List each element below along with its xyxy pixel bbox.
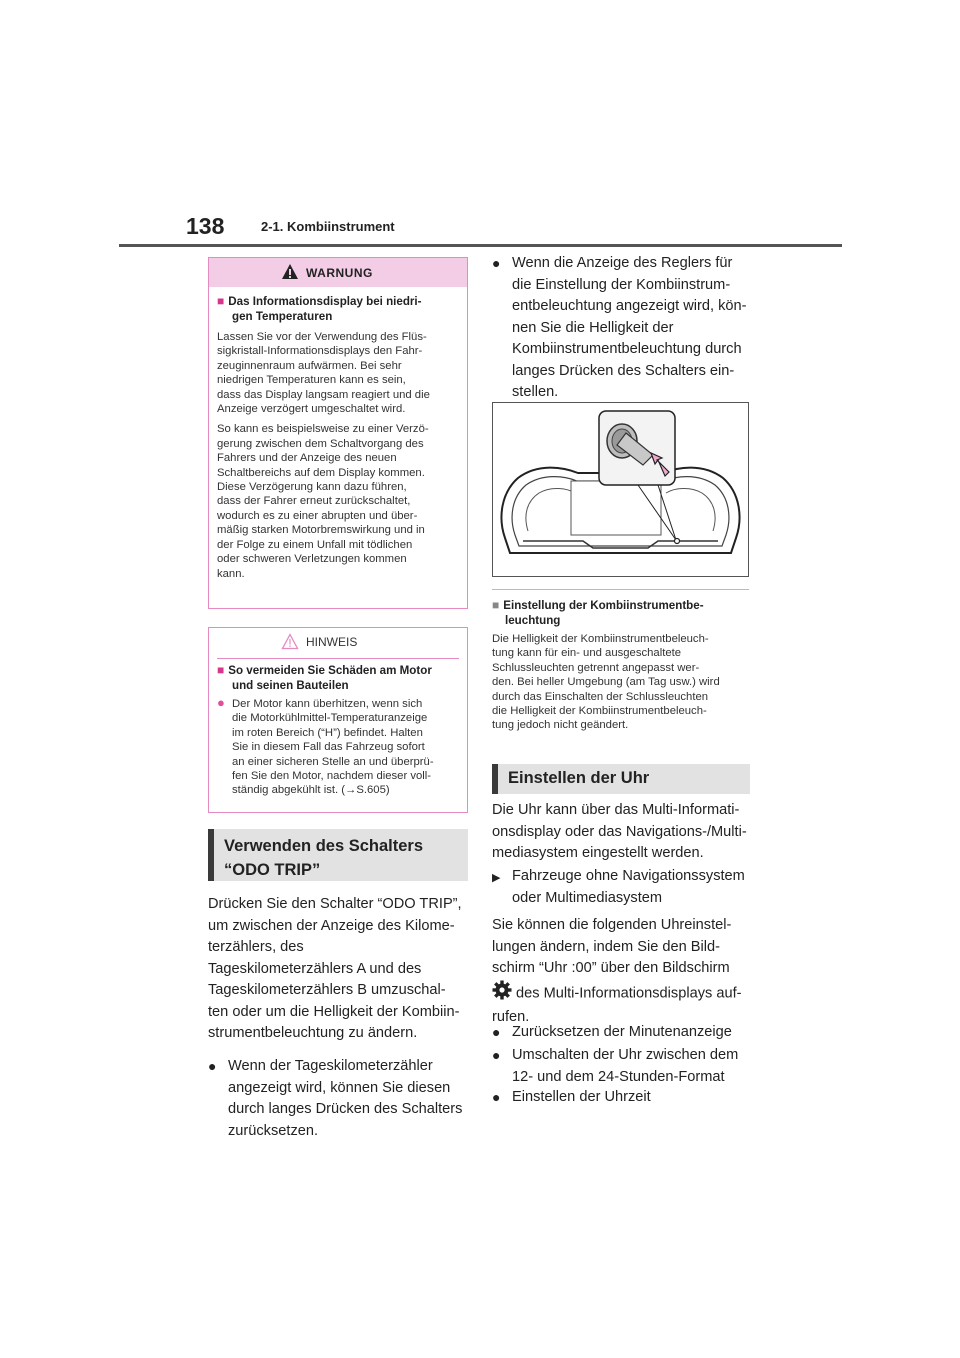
warning-paragraph-2: So kann es beispielsweise zu einer Verzö- gerung zwischen dem Schaltvorgang des Fahrers und der Anzeige des neuen Schaltbereichs auf dem Display kommen. Diese Verzögerung kann dazu führen, dass der Fahrer erneut zurückschaltet, wodurch es zu einer abrupten und über- mäßig starken Motorbremswirkung und in der Folge zu einem Unfall mit tödlichen oder schweren Verletzungen kommen kann. [217, 423, 429, 580]
section-title-odo-trip: Verwenden des Schalters “ODO TRIP” [224, 837, 424, 879]
odo-paragraph: Drücken Sie den Schalter “ODO TRIP”, um zwischen der Anzeige des Kilome- terzählers, des Tageskilometerzählers A und des Tageskilometerzählers B umzuschal- ten oder um die Helligkeit der Kombiin- strumentbeleuchtung zu ändern. [208, 896, 462, 1041]
chapter-title: 2-1. Kombiinstrument [261, 219, 395, 234]
section-odo-trip [208, 829, 468, 881]
round-bullet-icon: ● [217, 695, 225, 710]
page-number: 138 [186, 213, 225, 239]
clock-paragraph-2: Sie können die folgenden Uhreinstel- lungen ändern, indem Sie den Bild- schirm “Uhr :00” über den Bildschirm des Multi-Informationsdisplays auf- rufen. [492, 917, 742, 1025]
gear-icon [492, 980, 512, 1008]
instrument-cluster-illustration [493, 403, 748, 576]
bullet-dot-icon: ● [208, 1058, 217, 1074]
notice-heading: ■ So vermeiden Sie Schäden am Motor und seinen Bauteilen [217, 663, 432, 692]
square-bullet-icon: ■ [492, 598, 500, 612]
clock-arrow-item: ▶ Fahrzeuge ohne Navigationssystem oder Multimediasystem [492, 868, 745, 906]
instrument-cluster-figure [492, 402, 749, 577]
notice-title: HINWEIS [306, 635, 358, 649]
notice-box [208, 627, 468, 813]
bullet-dot-icon: ● [492, 1024, 501, 1040]
bullet-dot-icon: ● [492, 1047, 501, 1063]
odo-bullet-1: ● Wenn der Tageskilometerzähler angezeigt wird, können Sie diesen durch langes Drücken des Schalters zurücksetzen. [208, 1058, 463, 1139]
clock-bullet-3: ● Einstellen der Uhrzeit [492, 1087, 754, 1109]
notice-body [217, 663, 434, 798]
warning-triangle-icon [281, 263, 299, 280]
warning-header [209, 258, 467, 287]
bullet-dot-icon: ● [492, 255, 501, 271]
warning-heading: ■ Das Informationsdisplay bei niedri- gen Temperaturen [217, 294, 422, 323]
warning-body [217, 294, 430, 581]
header-rule [119, 244, 842, 247]
clock-paragraph: Die Uhr kann über das Multi-Informati- onsdisplay oder das Navigations-/Multi- mediasystem eingestellt werden. [492, 802, 747, 861]
warning-title: WARNUNG [306, 266, 373, 280]
brightness-section [492, 598, 754, 733]
square-bullet-icon: ■ [217, 663, 225, 677]
brightness-heading: ■ Einstellung der Kombiinstrumentbe- leuchtung [492, 598, 704, 627]
warning-paragraph-1: Lassen Sie vor der Verwendung des Flüs- sigkristall-Informationsdisplays den Fahr- zeuginnenraum aufwärmen. Bei sehr niedrigen Temperaturen kann es sein, dass das Display langsam reagiert und die Anzeige verzögert umgeschaltet wird. [217, 331, 430, 416]
clock-bullet-1: ● Zurücksetzen der Minutenanzeige [492, 1022, 754, 1044]
notice-bullet: ● Der Motor kann überhitzen, wenn sich die Motorkühlmittel-Temperaturanzeige im roten Bereich (“H”) befindet. Halten Sie in diesem Fall das Fahrzeug sofort an einer sicheren Stelle an und überprü- fen Sie den Motor, nachdem dieser voll- ständig abgekühlt ist. (→S.605) [217, 695, 434, 797]
section-clock [492, 764, 750, 794]
section-title-clock: Einstellen der Uhr [508, 769, 650, 787]
caution-triangle-icon [281, 633, 299, 650]
square-bullet-icon: ■ [217, 294, 225, 308]
notice-divider [217, 658, 459, 659]
figure-rule [492, 589, 749, 590]
odo-bullet-2: ● Wenn die Anzeige des Reglers für die Einstellung der Kombiinstrum- entbeleuchtung angezeigt wird, kön- nen Sie die Helligkeit der Kombiinstrumentbeleuchtung durch langes Drücken des Schalters ein- stellen. [492, 255, 747, 400]
warning-box [208, 257, 468, 609]
clock-bullet-2: ● Umschalten der Uhr zwischen dem 12- und dem 24-Stunden-Format [492, 1047, 739, 1085]
bullet-dot-icon: ● [492, 1089, 501, 1105]
arrow-bullet-icon: ▶ [492, 872, 501, 884]
brightness-paragraph: Die Helligkeit der Kombiinstrumentbeleuch- tung kann für ein- und ausgeschaltete Schlussleuchten getrennt angepasst wer- den. Bei heller Umgebung (am Tag usw.) wird durch das Einschalten der Schlussleuchten die Helligkeit der Kombiinstrumentbeleuch- tung jedoch nicht geändert. [492, 633, 720, 732]
